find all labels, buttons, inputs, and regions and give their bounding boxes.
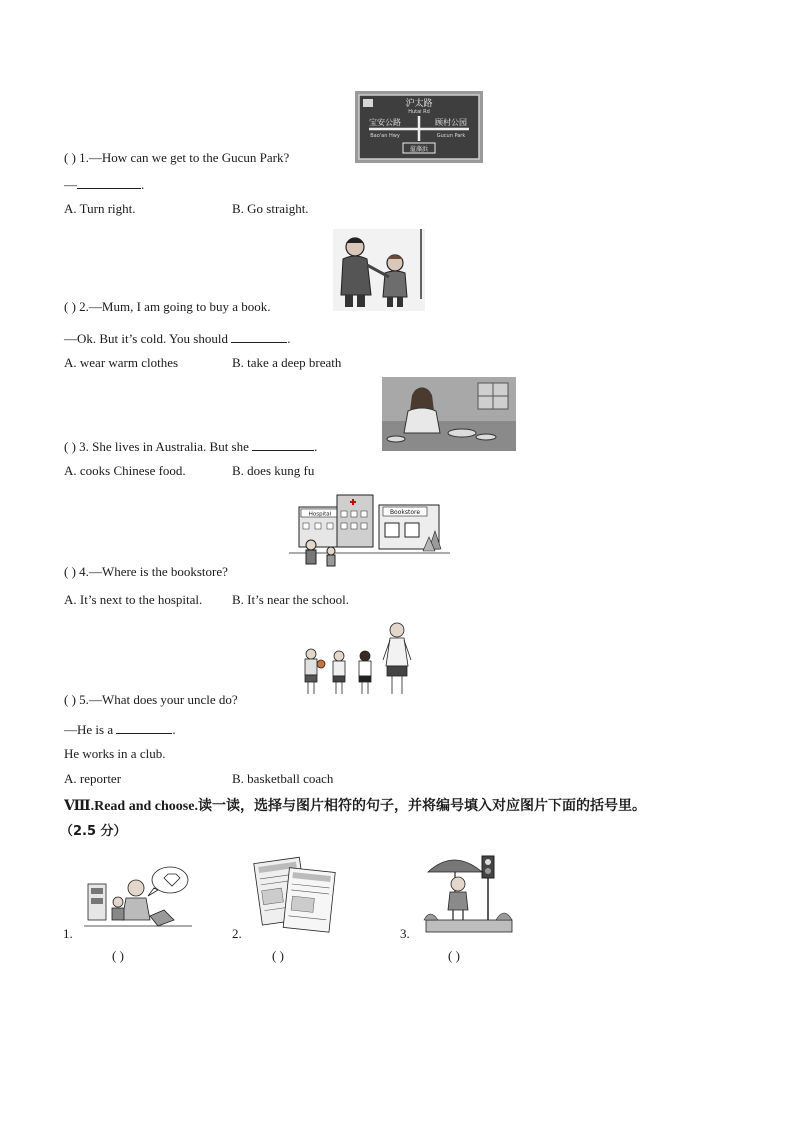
hospital-bookstore-image bbox=[289, 491, 450, 570]
sign-left-text: 宝安公路 bbox=[369, 118, 401, 127]
q5-line3: He works in a club. bbox=[64, 746, 166, 761]
q5-option-b: B. basketball coach bbox=[232, 771, 334, 786]
bookstore-sign-text: Bookstore bbox=[389, 509, 421, 516]
mother-child-image bbox=[333, 229, 425, 311]
q1-answer-prefix: — bbox=[64, 177, 77, 192]
q5-line2 bbox=[64, 721, 176, 738]
q2-line2-suffix: . bbox=[287, 331, 291, 346]
q5-option-a: A. reporter bbox=[64, 771, 122, 786]
section8-item3-paren[interactable]: ( ) bbox=[448, 948, 460, 963]
q3-answer-blank[interactable] bbox=[252, 438, 314, 451]
umbrella-traffic-light-image bbox=[420, 850, 518, 936]
sign-right-sub: Gucun Park bbox=[436, 133, 466, 139]
q3-stem-line bbox=[64, 438, 317, 455]
q4-stem-line bbox=[64, 564, 228, 580]
section8-score: （2.5 分） bbox=[60, 824, 127, 839]
q2-option-a: A. wear warm clothes bbox=[64, 355, 179, 370]
sign-left-sub: Bao'an Hwy bbox=[370, 133, 400, 139]
road-sign-image bbox=[355, 91, 483, 163]
q4-answer-paren[interactable]: ( ) bbox=[64, 564, 76, 579]
q1-option-a: A. Turn right. bbox=[64, 201, 136, 216]
section8-numeral: Ⅷ. bbox=[64, 799, 95, 814]
q2-answer-blank[interactable] bbox=[231, 330, 287, 343]
shop-robbery-image bbox=[84, 858, 192, 934]
sign-top-sub: Hutai Rd bbox=[408, 109, 430, 115]
q5-answer-blank[interactable] bbox=[116, 721, 172, 734]
q3-stem-suffix: . bbox=[314, 439, 318, 454]
section8-item1-paren[interactable]: ( ) bbox=[112, 948, 124, 963]
q5-stem-line bbox=[64, 692, 238, 708]
q5-stem: 5.—What does your uncle do? bbox=[79, 692, 238, 707]
q2-line2-prefix: —Ok. But it’s cold. You should bbox=[64, 331, 228, 346]
q1-stem-line bbox=[64, 150, 289, 166]
sign-right-text: 顾村公园 bbox=[435, 118, 467, 127]
section8-heading bbox=[64, 795, 646, 815]
q4-stem: 4.—Where is the bookstore? bbox=[79, 564, 228, 579]
q3-answer-paren[interactable]: ( ) bbox=[64, 439, 76, 454]
q2-stem-line bbox=[64, 299, 271, 315]
q4-option-a: A. It’s next to the hospital. bbox=[64, 592, 203, 607]
hospital-sign-text: Hospital bbox=[308, 511, 332, 518]
q2-stem: 2.—Mum, I am going to buy a book. bbox=[79, 299, 271, 314]
q4-option-b: B. It’s near the school. bbox=[232, 592, 349, 607]
q1-option-b: B. Go straight. bbox=[232, 201, 309, 216]
q5-line2-prefix: —He is a bbox=[64, 722, 114, 737]
q3-option-a: A. cooks Chinese food. bbox=[64, 463, 186, 478]
newspaper-image bbox=[252, 852, 340, 936]
section8-item1-label: 1. bbox=[63, 926, 73, 941]
section8-title-en: Read and choose. bbox=[94, 799, 198, 814]
q1-answer-paren[interactable]: ( ) bbox=[64, 150, 76, 165]
q2-option-b: B. take a deep breath bbox=[232, 355, 342, 370]
section8-title-cn: 读一读，选择与图片相符的句子，并将编号填入对应图片下面的括号里。 bbox=[197, 798, 646, 814]
q2-answer-paren[interactable]: ( ) bbox=[64, 299, 76, 314]
q5-answer-paren[interactable]: ( ) bbox=[64, 692, 76, 707]
q3-stem-prefix: 3. She lives in Australia. But she bbox=[79, 439, 249, 454]
sign-top-text: 沪太路 bbox=[405, 99, 433, 109]
q5-line2-suffix: . bbox=[172, 722, 176, 737]
q1-answer-blank[interactable] bbox=[77, 176, 141, 189]
sign-bottom-text: 蕰藻浜 bbox=[409, 146, 429, 153]
q3-option-b: B. does kung fu bbox=[232, 463, 315, 478]
section8-item3-label: 3. bbox=[400, 926, 410, 941]
q2-line2 bbox=[64, 330, 290, 347]
q1-stem: 1.—How can we get to the Gucun Park? bbox=[79, 150, 290, 165]
section8-item2-paren[interactable]: ( ) bbox=[272, 948, 284, 963]
q1-answer-line bbox=[64, 176, 144, 193]
basketball-coach-image bbox=[299, 620, 417, 698]
section8-item2-label: 2. bbox=[232, 926, 242, 941]
q1-answer-suffix: . bbox=[141, 177, 145, 192]
woman-cooking-image bbox=[382, 377, 516, 451]
